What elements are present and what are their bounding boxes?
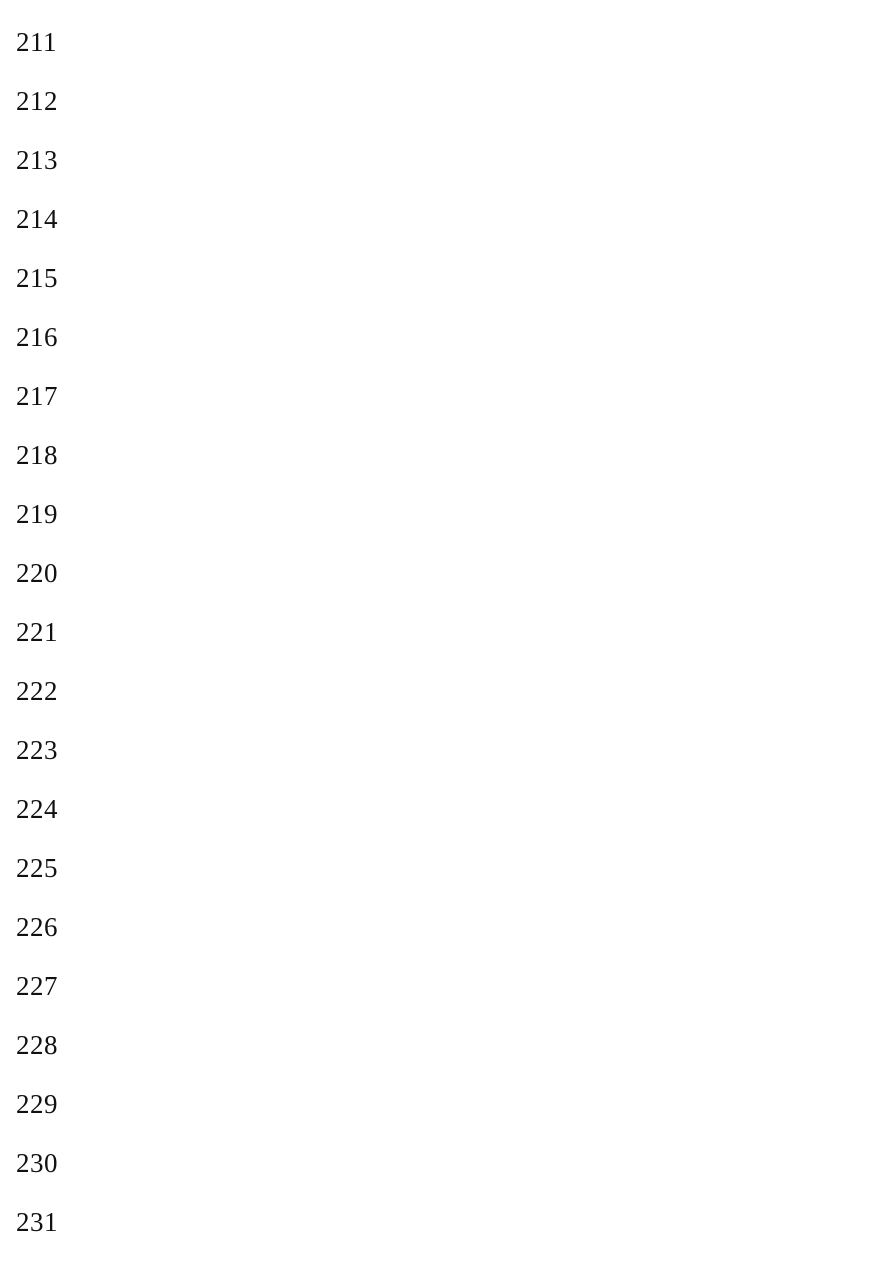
- line-number: 231: [16, 1206, 58, 1237]
- line-number: 214: [16, 203, 58, 234]
- line-number: 222: [16, 675, 58, 706]
- line-number: 211: [16, 26, 57, 57]
- line-number: 221: [16, 616, 58, 647]
- line-number: 216: [16, 321, 58, 352]
- line-number: 227: [16, 970, 58, 1001]
- line-number: 215: [16, 262, 58, 293]
- line-number: 220: [16, 557, 58, 588]
- line-number: 224: [16, 793, 58, 824]
- line-number: 223: [16, 734, 58, 765]
- line-number: 225: [16, 852, 58, 883]
- line-number: 219: [16, 498, 58, 529]
- line-number: 230: [16, 1147, 58, 1178]
- line-number: 218: [16, 439, 58, 470]
- line-number: 217: [16, 380, 58, 411]
- line-number: 228: [16, 1029, 58, 1060]
- line-number: 226: [16, 911, 58, 942]
- line-number: 213: [16, 144, 58, 175]
- line-number: 229: [16, 1088, 58, 1119]
- line-number: 212: [16, 85, 58, 116]
